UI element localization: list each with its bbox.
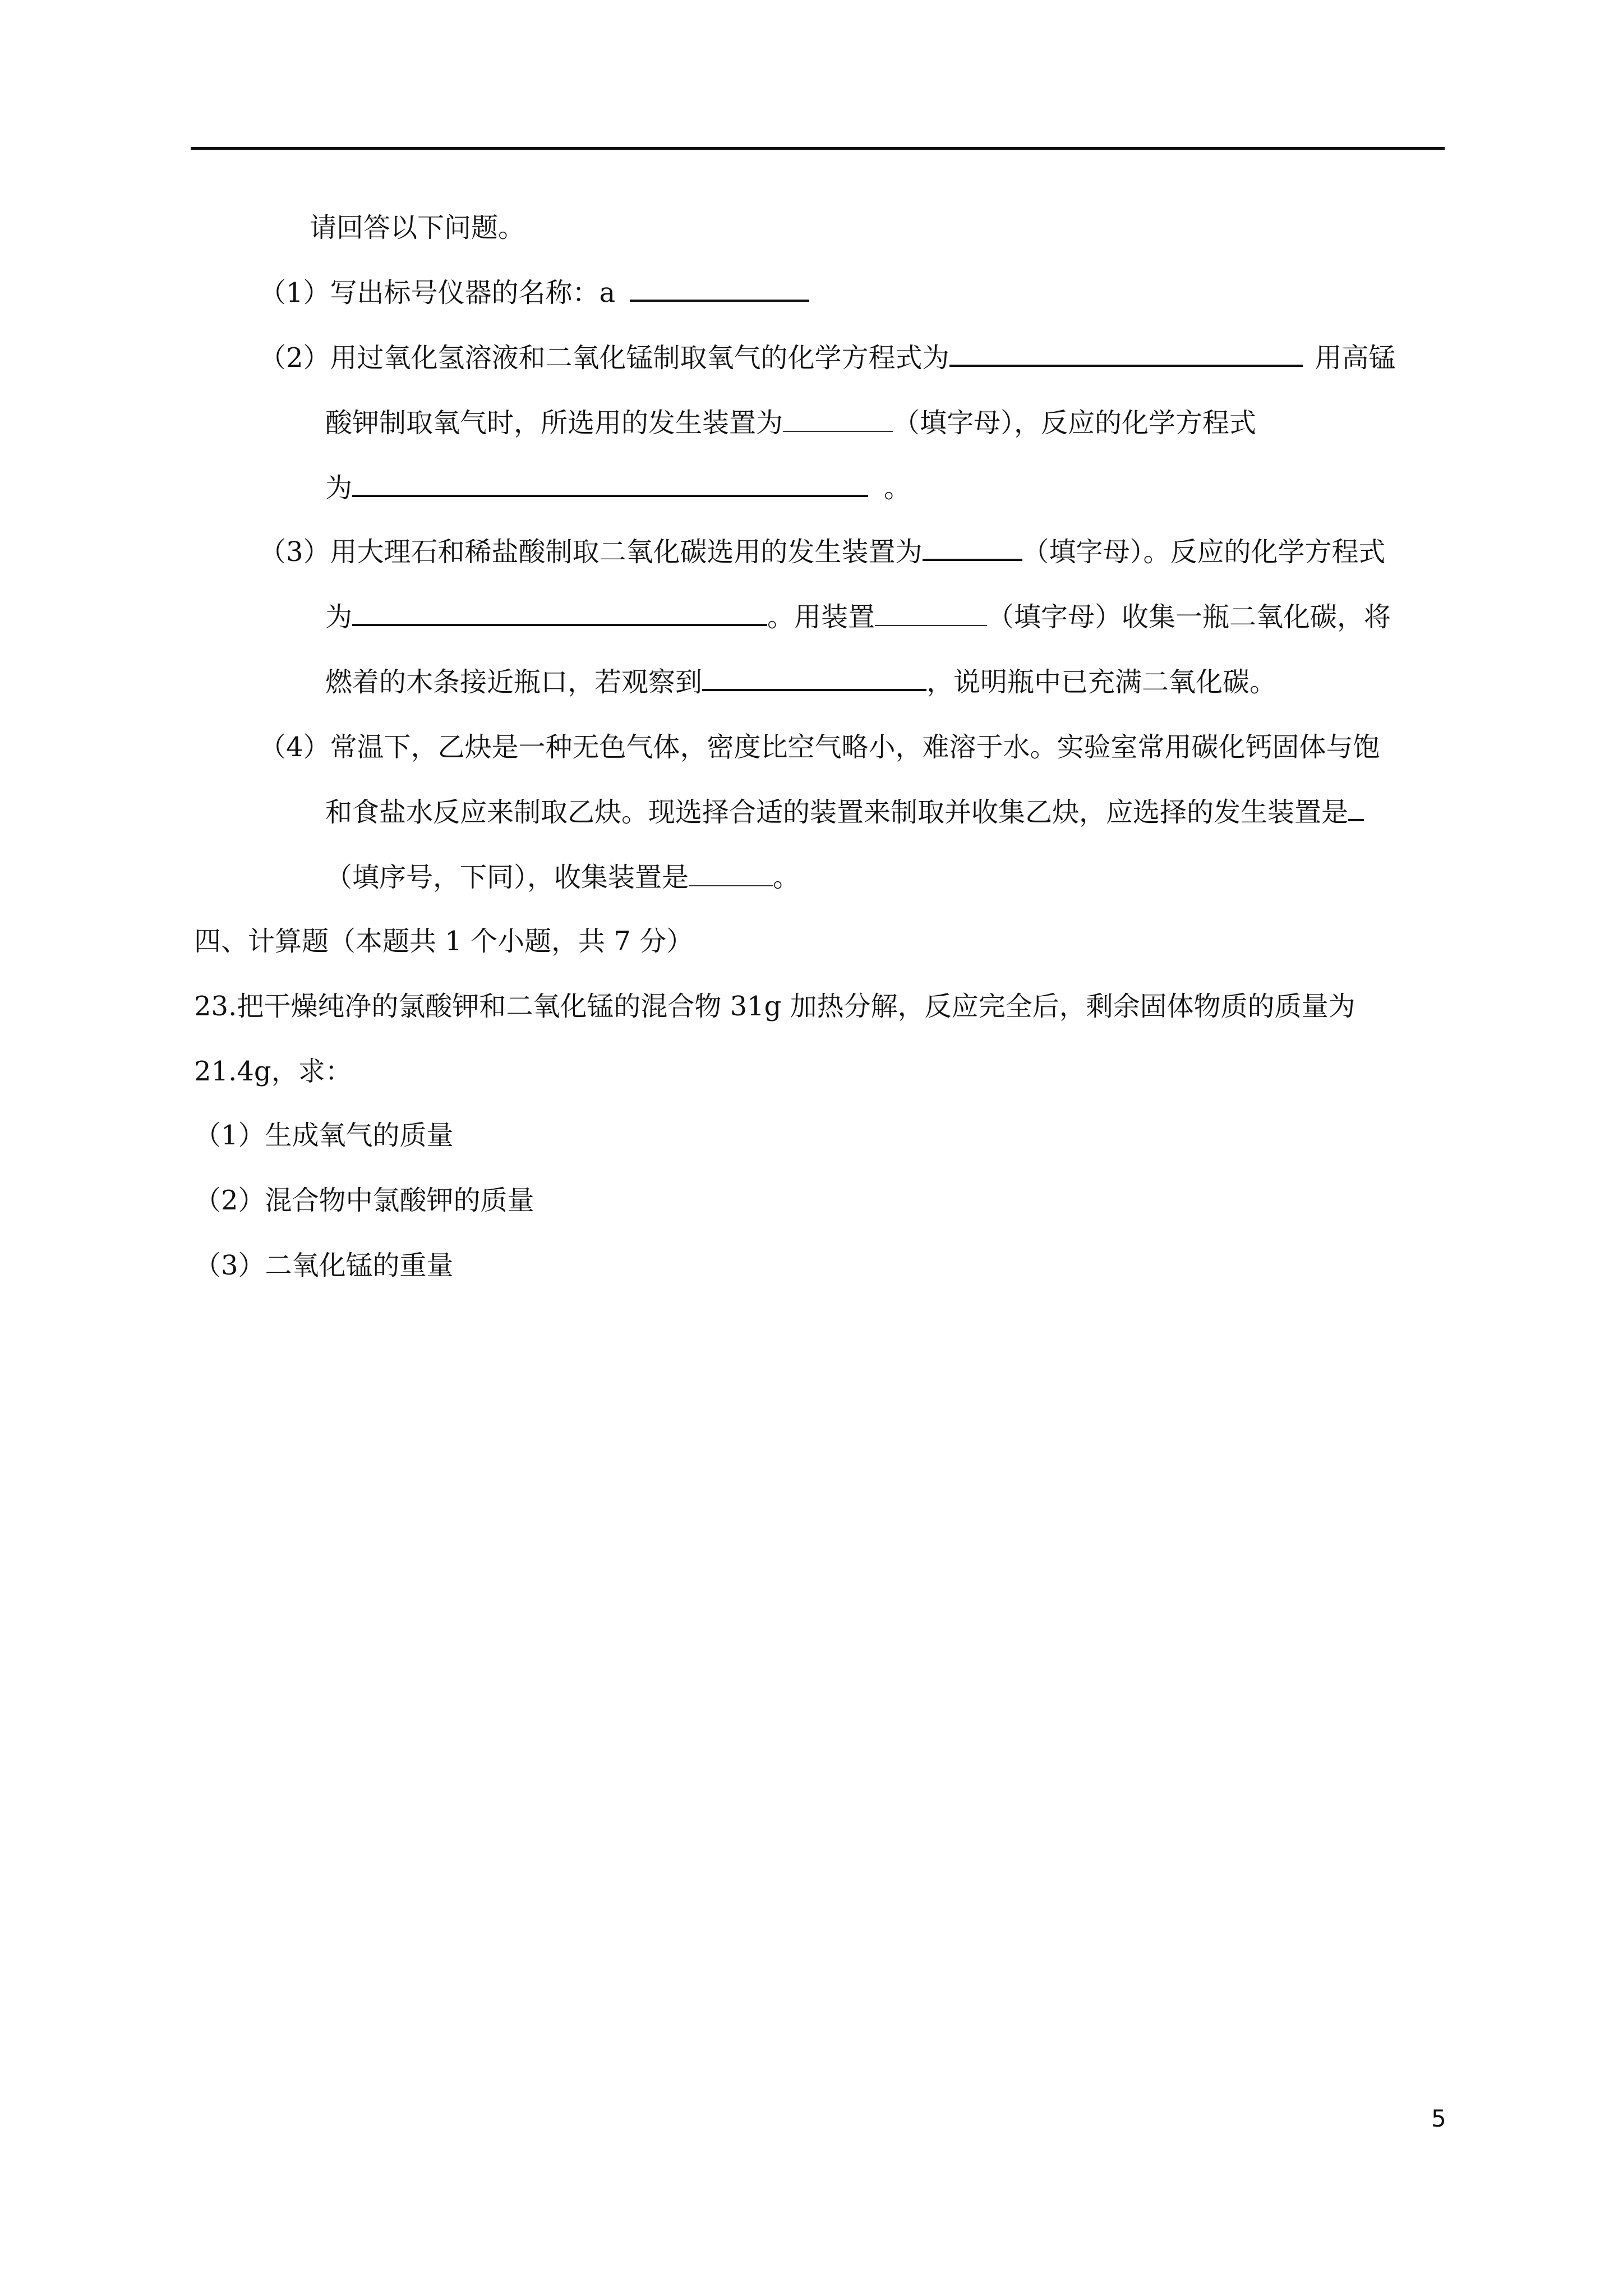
question-3-line-1: （3）用大理石和稀盐酸制取二氧化碳选用的发生装置为 （填字母）。反应的化学方程式 <box>259 534 1386 570</box>
answer-blank-q3-observation[interactable] <box>702 665 926 691</box>
intro-text: 请回答以下问题。 <box>310 212 525 243</box>
answer-blank-q4-generator[interactable] <box>1348 795 1364 821</box>
answer-blank-q2-equation-2[interactable] <box>352 471 868 497</box>
question-4-line-2: 和食盐水反应来制取乙炔。现选择合适的装置来制取并收集乙炔，应选择的发生装置是 <box>325 794 1364 830</box>
question-2-line-1: （2）用过氧化氢溶液和二氧化锰制取氧气的化学方程式为 用高锰 <box>259 340 1396 376</box>
question-23-line-1: 23.把干燥纯净的氯酸钾和二氧化锰的混合物 31g 加热分解，反应完全后，剩余固体物质的质量为 <box>194 991 1355 1022</box>
question-1-text: （1）写出标号仪器的名称：a <box>259 277 616 309</box>
answer-blank-q3-equation[interactable] <box>352 600 767 626</box>
question-23-sub-2: （2）混合物中氯酸钾的质量 <box>194 1185 534 1216</box>
answer-blank-q3-apparatus[interactable] <box>923 535 1022 561</box>
header-rule <box>191 147 1445 150</box>
question-1 <box>259 275 809 311</box>
section-heading-calculation: 四、计算题（本题共 1 个小题，共 7 分） <box>194 926 694 957</box>
question-23-sub-1: （1）生成氧气的质量 <box>194 1120 454 1151</box>
question-2-line-3: 为 。 <box>325 470 911 506</box>
answer-blank-q2-apparatus[interactable] <box>783 407 893 432</box>
answer-blank-q4-collector[interactable] <box>689 861 773 886</box>
question-4-line-1: （4）常温下，乙炔是一种无色气体，密度比空气略小，难溶于水。实验室常用碳化钙固体与饱 <box>259 731 1380 763</box>
question-23-sub-3: （3）二氧化锰的重量 <box>194 1250 454 1281</box>
answer-blank-q1[interactable] <box>630 275 809 302</box>
question-3-line-3: 燃着的木条接近瓶口，若观察到 ，说明瓶中已充满二氧化碳。 <box>325 664 1276 700</box>
question-2-line-2: 酸钾制取氧气时，所选用的发生装置为 （填字母），反应的化学方程式 <box>325 407 1257 439</box>
question-4-line-3: （填序号，下同），收集装置是 。 <box>325 862 800 893</box>
page-number: 5 <box>1431 2105 1446 2132</box>
question-23-line-2: 21.4g，求： <box>194 1056 352 1087</box>
question-3-line-2: 为 。用装置 （填字母）收集一瓶二氧化碳，将 <box>325 599 1391 635</box>
answer-blank-q3-collection[interactable] <box>875 601 987 626</box>
answer-blank-q2-equation-1[interactable] <box>949 341 1303 367</box>
